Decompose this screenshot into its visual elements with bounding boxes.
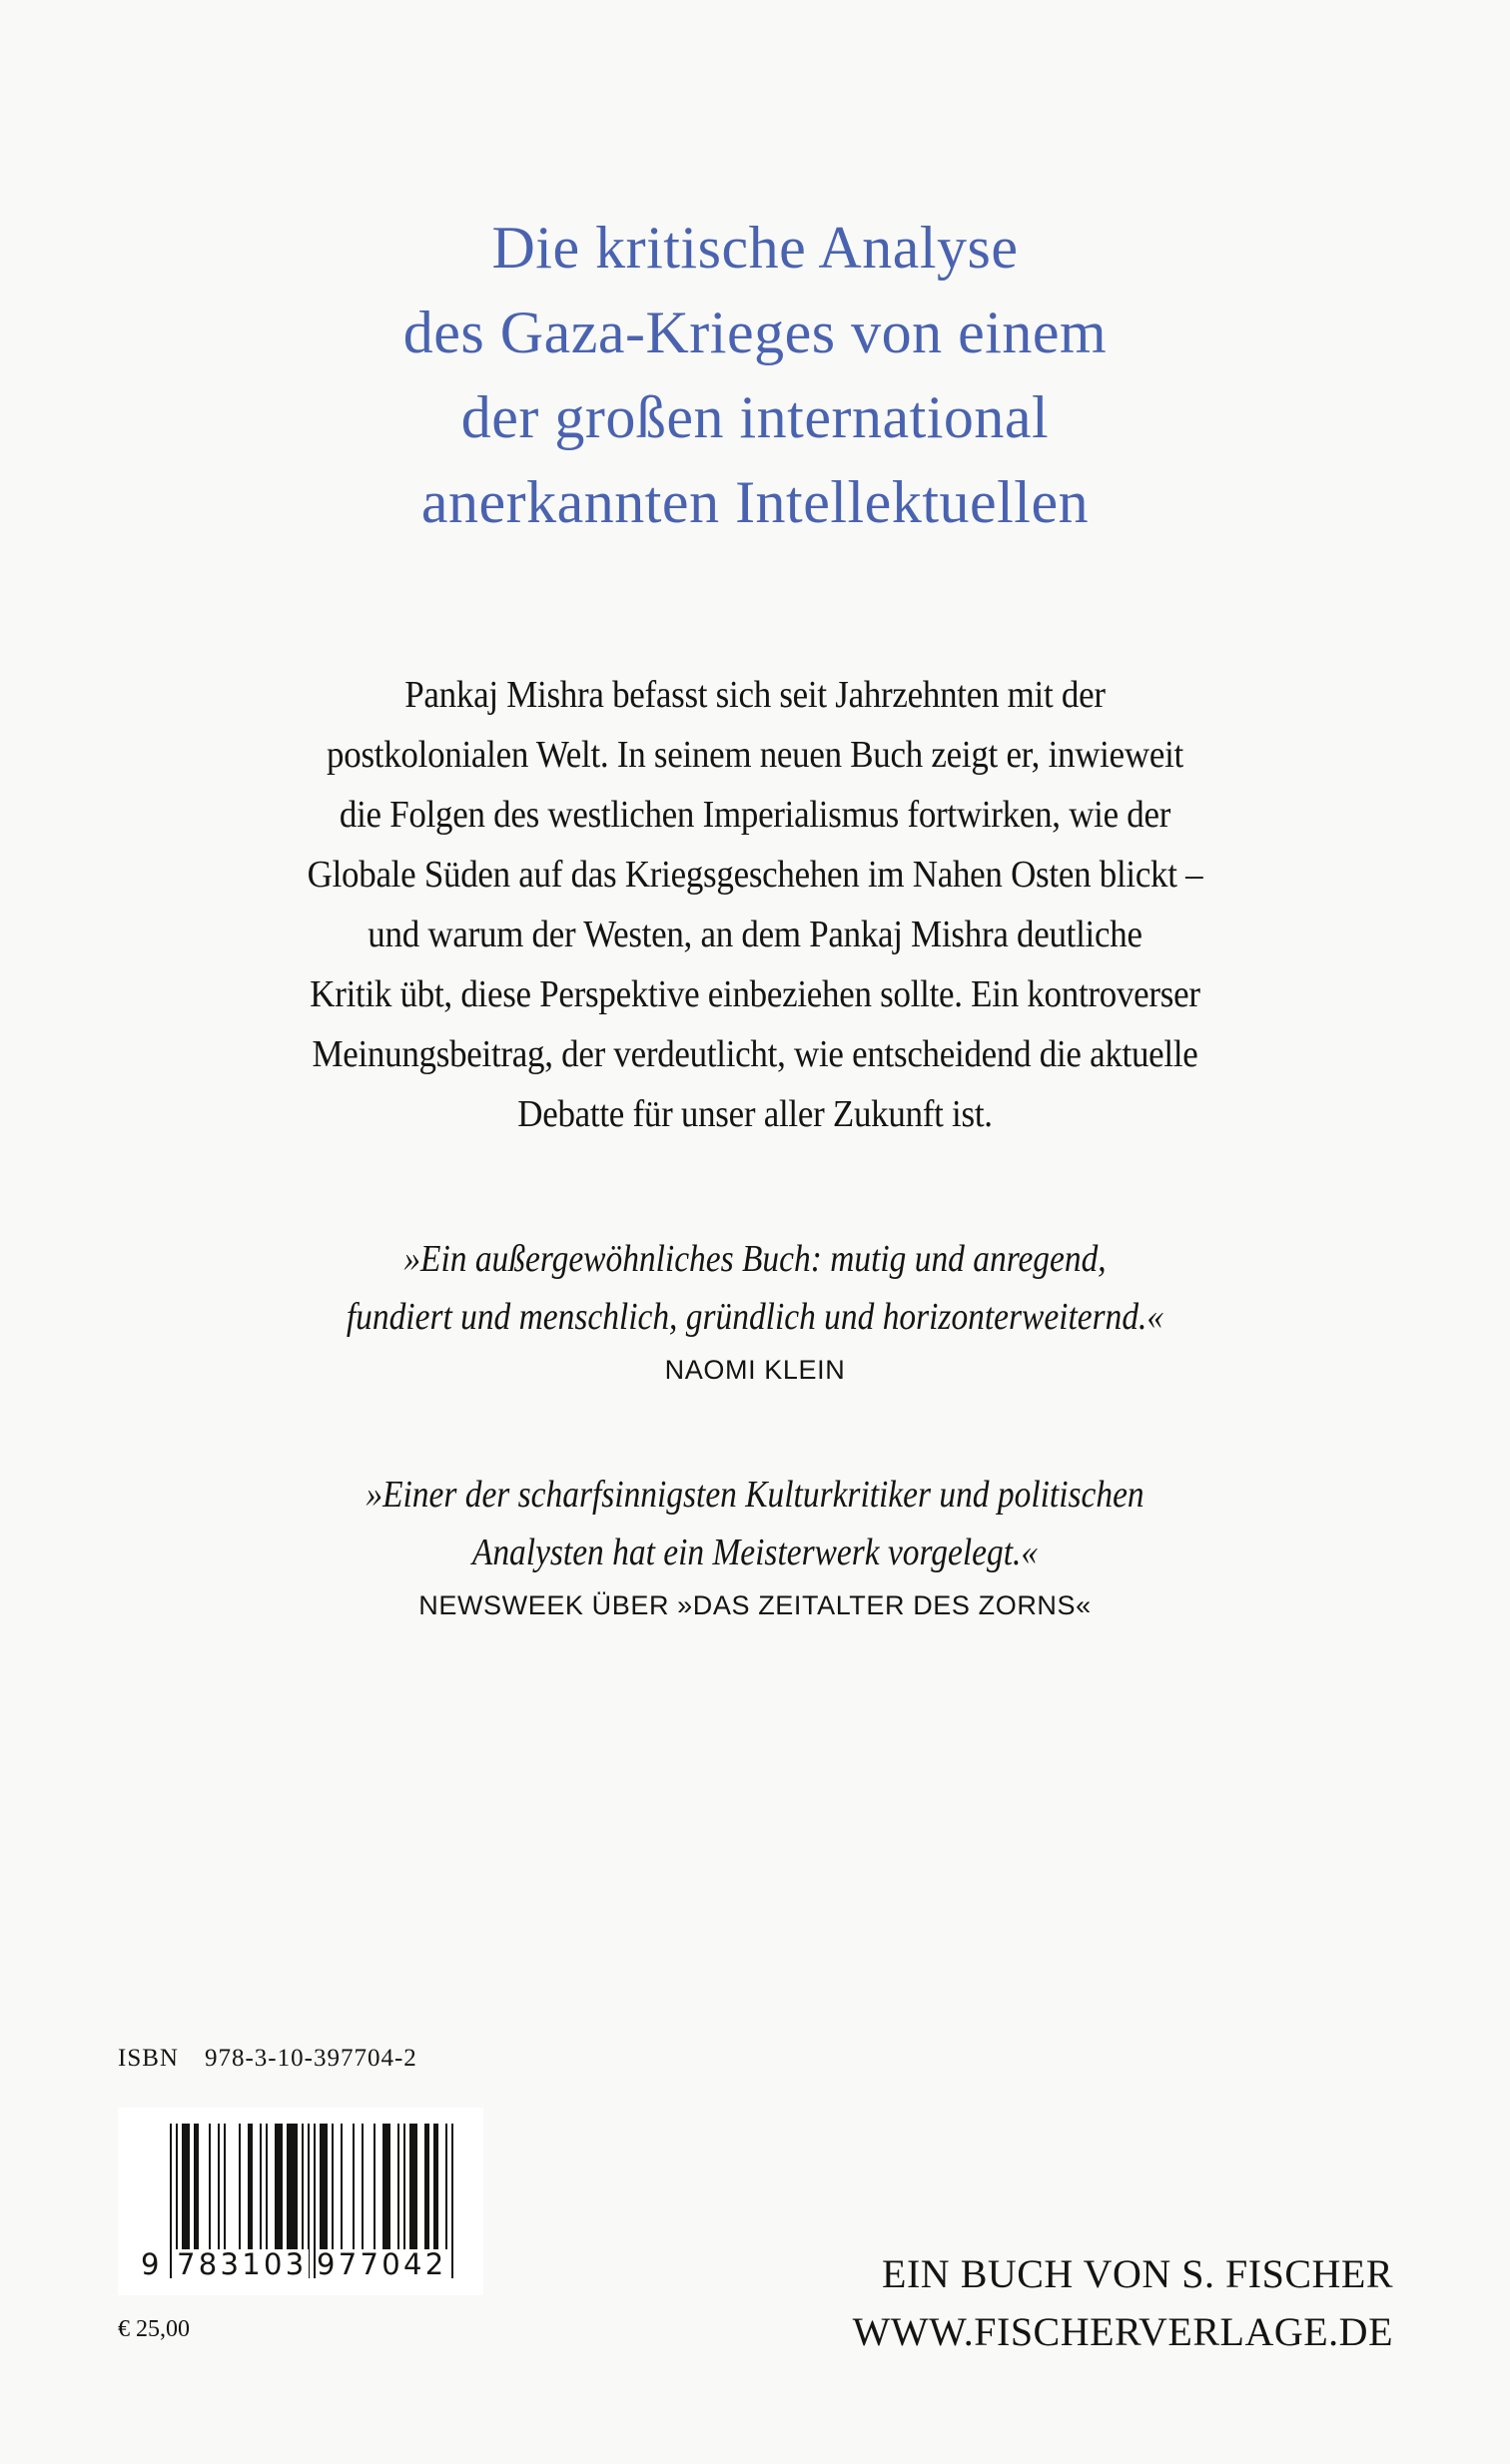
barcode-bar (403, 2124, 405, 2263)
isbn-label: ISBN (118, 2045, 179, 2072)
barcode-bar (275, 2124, 283, 2263)
barcode-bar (260, 2124, 262, 2263)
barcode-bar (409, 2124, 417, 2263)
headline-line: Die kritische Analyse (491, 215, 1019, 281)
blurb-line: Globale Süden auf das Kriegsgeschehen im Nahen Osten blickt – (307, 854, 1203, 896)
barcode-bar (266, 2124, 268, 2263)
barcode-bar (194, 2124, 199, 2263)
blurb-paragraph (0, 665, 1510, 1144)
headline-line: des Gaza-Krieges von einem (402, 300, 1108, 365)
barcode-bar (332, 2124, 334, 2263)
quote-line: Analysten hat ein Meisterwerk vorgelegt.« (471, 1532, 1039, 1573)
publisher-website: WWW.FISCHERVERLAGE.DE (852, 2309, 1393, 2354)
barcode-left-digits: 783103 (177, 2247, 308, 2281)
barcode-bar (353, 2124, 355, 2263)
headline-line: anerkannten Intellektuellen (420, 469, 1090, 535)
blurb-line: und warum der Westen, an dem Pankaj Mishra deutliche (368, 914, 1142, 955)
review-quote-newsweek (0, 1466, 1510, 1625)
headline-line: der großen international (460, 384, 1050, 450)
barcode-bar (182, 2124, 190, 2263)
barcode-bar (433, 2124, 438, 2263)
quote-line: »Einer der scharfsinnigsten Kulturkritiker und politischen (366, 1474, 1144, 1516)
blurb-line: Kritik übt, diese Perspektive einbeziehen sollte. Ein kontroverser (310, 973, 1200, 1015)
barcode-bar (170, 2124, 172, 2278)
barcode-bar (224, 2124, 226, 2263)
barcode-bar (209, 2124, 211, 2263)
barcode (118, 2108, 483, 2295)
barcode-bar (320, 2124, 328, 2263)
barcode-bar (362, 2124, 364, 2263)
price: € 25,00 (118, 2316, 190, 2342)
barcode-right-digits: 977042 (317, 2247, 447, 2281)
barcode-bar (218, 2124, 220, 2263)
barcode-bar (382, 2124, 390, 2263)
review-quote-naomi-klein (0, 1230, 1510, 1390)
isbn (118, 2045, 417, 2073)
barcode-bar (341, 2124, 343, 2263)
isbn-number: 978-3-10-397704-2 (204, 2045, 417, 2072)
barcode-bar (424, 2124, 429, 2263)
quote-source: NEWSWEEK ÜBER »DAS ZEITALTER DES ZORNS« (418, 1590, 1092, 1620)
barcode-first-digit: 9 (141, 2247, 163, 2281)
quote-line: »Ein außergewöhnliches Buch: mutig und anregend, (403, 1238, 1107, 1280)
quote-line: fundiert und menschlich, gründlich und horizonterweiternd.« (346, 1296, 1164, 1338)
publisher-line: EIN BUCH VON S. FISCHER (882, 2251, 1393, 2296)
blurb-line: Meinungsbeitrag, der verdeutlicht, wie entscheidend die aktuelle (312, 1033, 1198, 1075)
blurb-line: Pankaj Mishra befasst sich seit Jahrzehnten mit der (404, 674, 1106, 716)
barcode-bar (302, 2124, 304, 2263)
blurb-line: Debatte für unser aller Zukunft ist. (517, 1093, 993, 1135)
blurb-line: die Folgen des westlichen Imperialismus fortwirken, wie der (339, 794, 1171, 836)
headline (0, 206, 1510, 545)
barcode-bar (239, 2124, 241, 2263)
publisher-imprint (853, 2245, 1393, 2361)
barcode-bar (287, 2124, 298, 2263)
quote-source: NAOMI KLEIN (664, 1355, 846, 1385)
barcode-bar (451, 2124, 453, 2278)
barcode-bar (374, 2124, 376, 2263)
barcode-bar (248, 2124, 253, 2263)
blurb-line: postkolonialen Welt. In seinem neuen Buch zeigt er, inwieweit (327, 734, 1183, 776)
barcode-bar (397, 2124, 399, 2263)
